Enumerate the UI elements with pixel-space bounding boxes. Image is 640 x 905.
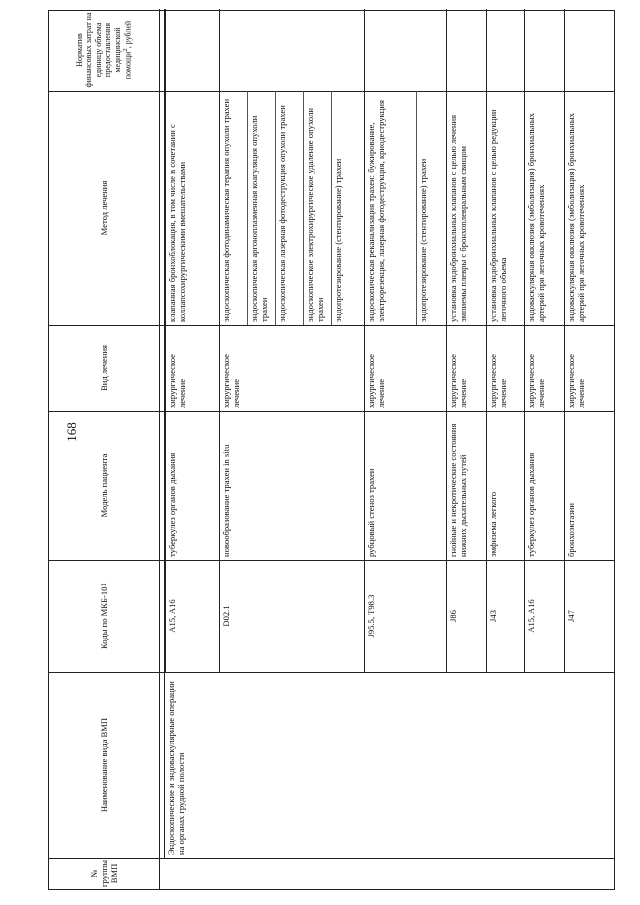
header-method: Метод лечения (98, 180, 109, 236)
cell-model: туберкулез органов дыхания (526, 452, 536, 557)
cell-method: эндоскопическая реканализация трахеи: бужирование, электрорезекция, лазерная фотодеструкция, криодеструкция (366, 100, 387, 322)
cell-method: эндоскопическая лазерная фотодеструкция опухоли трахеи (277, 105, 287, 322)
header-type: Вид лечения (98, 344, 109, 392)
group-name: Эндоскопические и эндоваскулярные операции на органах грудной полости (166, 681, 187, 855)
cell-type: хирургическое лечение (566, 354, 587, 408)
cell-codes: J43 (488, 610, 498, 622)
cell-method: эндоскопическое электрохирургическое удаление опухоли трахеи (305, 107, 326, 322)
cell-method: эндопротезирование (стентирование) трахеи (418, 158, 428, 322)
cell-method: эндоскопическая фотодинамическая терапия опухоли трахеи (221, 98, 231, 322)
cell-codes: D02.1 (221, 605, 231, 627)
header-codes: Коды по МКБ-10 1 (98, 582, 109, 650)
header-num: № группы ВМП (88, 860, 120, 887)
cell-method: эндоваскулярная окклюзия (эмболизация) бронхиальных артерий при легочных кровотечениях (526, 113, 547, 322)
procedure-table (48, 10, 615, 890)
cell-model: бронхоэктазии (566, 503, 576, 557)
cell-codes: J86 (448, 610, 458, 622)
cell-type: хирургическое лечение (488, 354, 509, 408)
cell-model: туберкулез органов дыхания (167, 452, 177, 557)
cell-type: хирургическое лечение (448, 354, 469, 408)
cell-method: эндоскопическая аргоноплазменная коагуляция опухоли трахеи (249, 115, 270, 322)
cell-method: эндопротезирование (стентирование) трахеи (333, 158, 343, 322)
cell-method: установка эндобронхиальных клапанов с целью лечения эмпиемы плевры с бронхоплевральным свищом (448, 114, 469, 322)
cell-model: рубцовый стеноз трахеи (366, 468, 376, 557)
cell-type: хирургическое лечение (526, 354, 547, 408)
header-norm: Норматив финансовых затрат на единицу объема предоставления медицинской помощи$^2$, рублей (74, 12, 133, 88)
cell-codes: J47 (566, 610, 576, 622)
cell-method: установка эндобронхиальных клапанов с целью редукции легочного объема (488, 109, 509, 322)
cell-model: гнойные и некротические состояния нижних дыхательных путей (448, 423, 469, 557)
cell-method: клапанная бронхоблокация, в том числе в сочетании с коллапсохирургическими вмешательствами (167, 124, 188, 322)
first-row-separator (165, 9, 166, 672)
page-number: 168 (64, 422, 79, 442)
header-separator (159, 9, 160, 889)
cell-codes: A15, A16 (526, 599, 536, 633)
header-model: Модель пациента (98, 453, 109, 518)
cell-model: эмфизема легкого (488, 491, 498, 557)
cell-type: хирургическое лечение (221, 354, 242, 408)
cell-method: эндоваскулярная окклюзия (эмболизация) бронхиальных артерий при легочных кровотечениях (566, 113, 587, 322)
cell-codes: J95.5, T98.3 (366, 594, 376, 638)
cell-model: новообразование трахеи in situ (221, 444, 231, 557)
header-name: Наименование вида ВМП (98, 717, 109, 813)
cell-codes: A15, A16 (167, 599, 177, 633)
cell-type: хирургическое лечение (167, 354, 188, 408)
cell-type: хирургическое лечение (366, 354, 387, 408)
